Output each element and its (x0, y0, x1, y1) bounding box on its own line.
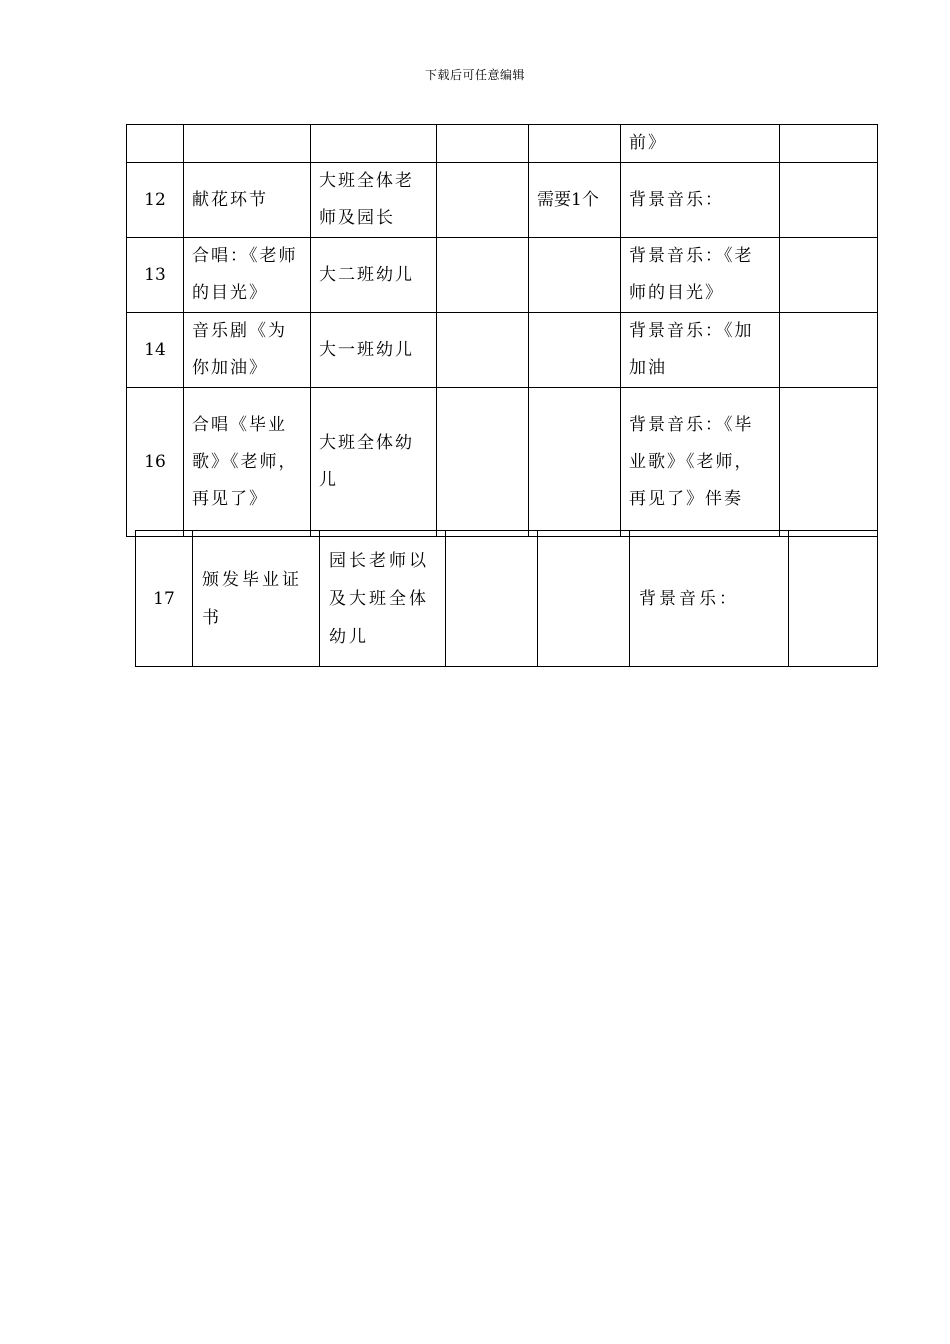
empty-cell (446, 531, 538, 667)
table-row (127, 163, 878, 238)
music-cell: 背景音乐： (630, 531, 789, 667)
row-number-cell: 12 (127, 163, 184, 238)
notes-cell (780, 388, 878, 537)
performer-cell: 大班全体老师及园长 (311, 163, 437, 238)
program-item-cell: 合唱：《老师的目光》 (184, 238, 311, 313)
requirement-cell (529, 388, 621, 537)
row-number-cell: 13 (127, 238, 184, 313)
notes-cell (780, 313, 878, 388)
music-cell: 背景音乐： (621, 163, 780, 238)
row-number-cell (127, 125, 184, 163)
empty-cell (437, 238, 529, 313)
requirement-cell (529, 125, 621, 163)
performer-cell: 大班全体幼儿 (311, 388, 437, 537)
empty-cell (437, 313, 529, 388)
requirement-cell (538, 531, 630, 667)
program-table-continued (135, 530, 878, 667)
music-cell: 前》 (621, 125, 780, 163)
row-number-cell: 14 (127, 313, 184, 388)
program-item-cell: 颁发毕业证书 (193, 531, 320, 667)
requirement-cell (529, 313, 621, 388)
table-row (136, 531, 878, 667)
music-cell: 背景音乐：《老师的目光》 (621, 238, 780, 313)
music-cell: 背景音乐：《加加油 (621, 313, 780, 388)
table-row (127, 388, 878, 537)
empty-cell (437, 163, 529, 238)
table-row (127, 313, 878, 388)
notes-cell (780, 238, 878, 313)
performer-cell: 园长老师以及大班全体幼儿 (320, 531, 446, 667)
performer-cell: 大一班幼儿 (311, 313, 437, 388)
notes-cell (789, 531, 878, 667)
row-number-cell: 17 (136, 531, 193, 667)
empty-cell (437, 388, 529, 537)
notes-cell (780, 125, 878, 163)
requirement-cell: 需要1个 (529, 163, 621, 238)
table-row (127, 238, 878, 313)
program-item-cell: 合唱《毕业歌》《老师，再见了》 (184, 388, 311, 537)
program-item-cell: 音乐剧《为你加油》 (184, 313, 311, 388)
row-number-cell: 16 (127, 388, 184, 537)
requirement-cell (529, 238, 621, 313)
header-note: 下载后可任意编辑 (424, 68, 525, 82)
program-table (126, 124, 878, 537)
performer-cell (311, 125, 437, 163)
empty-cell (437, 125, 529, 163)
program-item-cell: 献花环节 (184, 163, 311, 238)
program-item-cell (184, 125, 311, 163)
performer-cell: 大二班幼儿 (311, 238, 437, 313)
notes-cell (780, 163, 878, 238)
table-row (127, 125, 878, 163)
music-cell: 背景音乐：《毕业歌》《老师，再见了》伴奏 (621, 388, 780, 537)
